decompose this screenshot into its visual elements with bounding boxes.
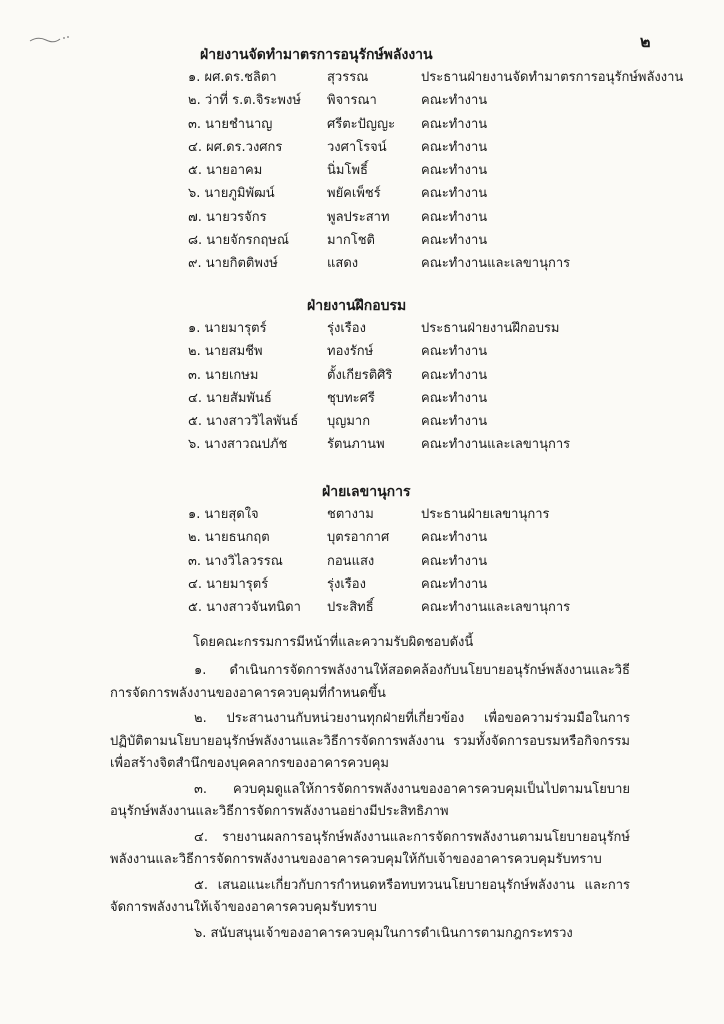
member-surname: นิ่มโพธิ์: [327, 163, 368, 179]
member-role: ประธานฝ่ายเลขานุการ: [421, 507, 550, 522]
member-row: [0, 503, 724, 526]
member-name: ๖. นายภูมิพัฒน์: [188, 186, 275, 202]
member-row: [0, 340, 724, 363]
duties-intro: โดยคณะกรรมการมีหน้าที่และความรับผิดชอบดังนี้: [193, 635, 474, 650]
member-surname: พยัคเพ็ชร์: [327, 186, 381, 202]
member-role: ประธานฝ่ายงานฝึกอบรม: [421, 321, 560, 336]
member-name: ๓. นายเกษม: [188, 367, 259, 383]
member-name: ๘. นายจักรกฤษณ์: [188, 233, 289, 249]
member-role: คณะทำงานและเลขานุการ: [421, 600, 571, 616]
member-role: คณะทำงาน: [421, 116, 488, 132]
member-role: ประธานฝ่ายงานจัดทำมาตรการอนุรักษ์พลังงาน: [421, 70, 684, 85]
member-name: ๒. นายธนกฤต: [188, 530, 270, 546]
member-surname: ตั้งเกียรติศิริ: [327, 367, 393, 383]
member-role: คณะทำงาน: [421, 576, 488, 592]
member-name: ๕. นายอาคม: [188, 163, 263, 179]
member-surname: มากโชติ: [327, 233, 375, 249]
member-row: [0, 136, 724, 159]
member-name: ๒. ว่าที่ ร.ต.จิระพงษ์: [188, 93, 301, 109]
member-role: คณะทำงาน: [421, 390, 488, 406]
member-name: ๗. นายวรจักร: [188, 209, 267, 225]
member-row: [0, 387, 724, 410]
member-surname: พูลประสาท: [327, 209, 390, 225]
member-surname: แสดง: [327, 256, 359, 272]
member-role: คณะทำงาน: [421, 209, 488, 225]
member-row: [0, 229, 724, 252]
member-row: [0, 573, 724, 596]
member-role: คณะทำงาน: [421, 344, 488, 360]
member-name: ๔. นายสัมพันธ์: [188, 390, 272, 406]
member-role: คณะทำงาน: [421, 414, 488, 430]
duty-item: ๑. ดำเนินการจัดการพลังงานให้สอดคล้องกับนโยบายอนุรักษ์พลังงานและวิธีการจัดการพลังงานของอาคารควบคุมที่กำหนดขึ้น: [110, 663, 630, 701]
member-surname: กอนแสง: [327, 553, 375, 569]
member-row: [0, 364, 724, 387]
member-name: ๓. นายชำนาญ: [188, 116, 273, 132]
member-surname: วงศาโรจน์: [327, 139, 387, 155]
member-row: [0, 252, 724, 275]
member-list: [0, 66, 724, 276]
member-surname: ศรีตะปัญญะ: [327, 116, 396, 132]
member-surname: รัตนภานพ: [327, 437, 385, 453]
member-row: [0, 113, 724, 136]
member-role: คณะทำงาน: [421, 553, 488, 569]
member-role: คณะทำงาน: [421, 93, 488, 109]
member-role: คณะทำงาน: [421, 367, 488, 383]
member-surname: บุญมาก: [327, 414, 371, 430]
member-name: ๕. นางสาวจันทนิดา: [188, 600, 301, 616]
section-energy-measures: [0, 44, 724, 276]
member-row: [0, 66, 724, 89]
member-row: [0, 433, 724, 456]
duty-item: ๔. รายงานผลการอนุรักษ์พลังงานและการจัดการพลังงานตามนโยบายอนุรักษ์พลังงานและวิธีการจัดการพลังงานของอาคารควบคุมให้กับเจ้าของอาคารควบคุมรับทราบ: [110, 829, 630, 867]
member-surname: พิจารณา: [327, 93, 377, 109]
member-surname: รุ่งเรือง: [327, 576, 366, 592]
member-role: คณะทำงาน: [421, 233, 488, 249]
member-role: คณะทำงาน: [421, 139, 488, 155]
section-secretariat: [0, 481, 724, 619]
member-surname: ทองรักษ์: [327, 344, 374, 360]
member-name: ๔. ผศ.ดร.วงศกร: [188, 139, 283, 155]
member-role: คณะทำงาน: [421, 163, 488, 179]
duty-item: ๒. ประสานงานกับหน่วยงานทุกฝ่ายที่เกี่ยวข้อง เพื่อขอความร่วมมือในการปฏิบัติตามนโยบายอนุรักษ์พลังงานและวิธีการจัดการพลังงาน รวมทั้งจัดการอบรมหรือกิจกรรมเพื่อสร้างจิตสำนึกของบุคคลากรของอาคารควบคุม: [110, 711, 630, 771]
section-title: ฝ่ายงานฝึกอบรม: [307, 298, 407, 314]
member-role: คณะทำงานและเลขานุการ: [421, 256, 571, 272]
member-row: [0, 596, 724, 619]
member-row: [0, 182, 724, 205]
member-row: [0, 526, 724, 549]
member-list: [0, 317, 724, 457]
member-name: ๑. นายสุดใจ: [188, 507, 259, 522]
member-list: [0, 503, 724, 619]
member-row: [0, 159, 724, 182]
member-surname: บุตรอากาศ: [327, 530, 390, 546]
section-title: ฝ่ายงานจัดทำมาตรการอนุรักษ์พลังงาน: [200, 47, 433, 63]
member-surname: ชุบทะศรี: [327, 390, 375, 406]
member-surname: ประสิทธิ์: [327, 600, 374, 616]
duty-item: ๖. สนับสนุนเจ้าของอาคารควบคุมในการดำเนินการตามกฎกระทรวง: [194, 925, 573, 941]
duty-item: ๕. เสนอแนะเกี่ยวกับการกำหนดหรือทบทวนนโยบายอนุรักษ์พลังงาน และการจัดการพลังงานให้เจ้าของอาคารควบคุมรับทราบ: [110, 877, 630, 915]
member-name: ๔. นายมารุตร์: [188, 576, 269, 592]
member-name: ๑. นายมารุตร์: [188, 321, 267, 336]
section-title: ฝ่ายเลขานุการ: [322, 484, 411, 500]
member-row: [0, 410, 724, 433]
section-training: [0, 295, 724, 457]
member-name: ๖. นางสาวณปภัช: [188, 437, 288, 453]
member-surname: ชตางาม: [327, 507, 374, 522]
member-role: คณะทำงาน: [421, 530, 488, 546]
member-name: ๕. นางสาววิไลพันธ์: [188, 414, 299, 430]
member-name: ๑. ผศ.ดร.ชลิตา: [188, 70, 277, 85]
member-name: ๓. นางวิไลวรรณ: [188, 553, 283, 569]
member-role: คณะทำงานและเลขานุการ: [421, 437, 571, 453]
member-name: ๒. นายสมชีพ: [188, 344, 263, 360]
member-surname: สุวรรณ: [327, 70, 369, 85]
duties-list: [0, 660, 724, 945]
member-row: [0, 550, 724, 573]
duty-item: ๓. ควบคุมดูแลให้การจัดการพลังงานของอาคารควบคุมเป็นไปตามนโยบายอนุรักษ์พลังงานและวิธีการจัดการพลังงานอย่างมีประสิทธิภาพ: [110, 781, 630, 819]
page-number: ๒: [640, 32, 651, 51]
member-role: คณะทำงาน: [421, 186, 488, 202]
member-row: [0, 89, 724, 112]
member-surname: รุ่งเรือง: [327, 321, 366, 336]
scan-smudge-mark: [28, 34, 72, 44]
member-row: [0, 317, 724, 340]
member-row: [0, 206, 724, 229]
member-name: ๙. นายกิตติพงษ์: [188, 256, 278, 272]
